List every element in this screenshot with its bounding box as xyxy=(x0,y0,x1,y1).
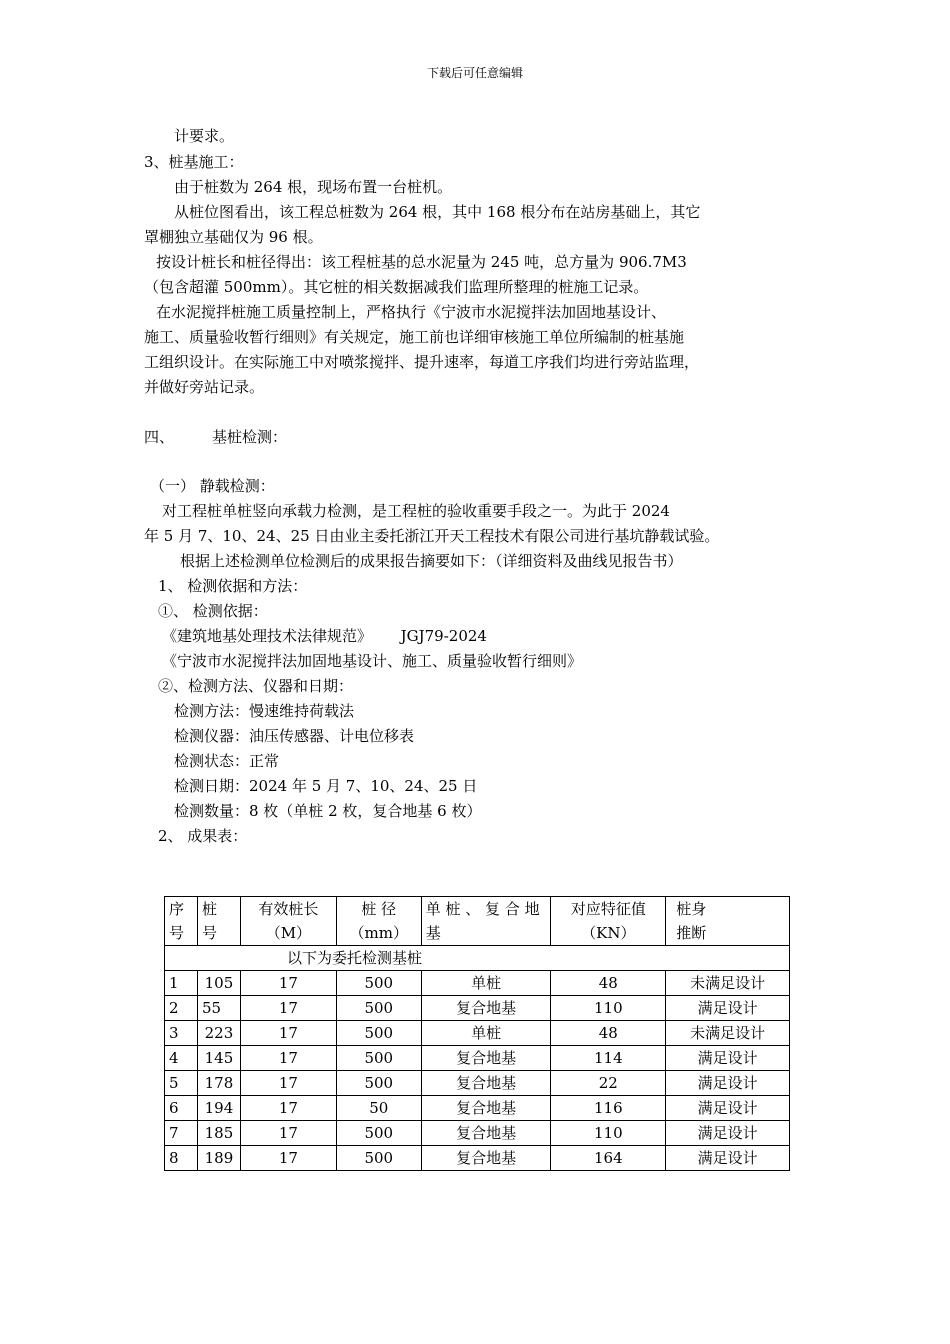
table-cell: 110 xyxy=(551,1121,666,1146)
table-cell: 复合地基 xyxy=(421,1121,551,1146)
subsection-heading: （一） 静载检测： xyxy=(150,477,275,495)
table-cell: 500 xyxy=(336,1021,421,1046)
text-line: 检测状态：正常 xyxy=(174,752,280,770)
table-row xyxy=(165,1071,790,1096)
table-cell: 复合地基 xyxy=(421,1046,551,1071)
table-cell: 22 xyxy=(551,1071,666,1096)
table-cell: 6 xyxy=(165,1096,198,1121)
table-cell: 500 xyxy=(336,996,421,1021)
table-cell: 110 xyxy=(551,996,666,1021)
table-cell: 116 xyxy=(551,1096,666,1121)
table-cell: 单桩 xyxy=(421,1021,551,1046)
text-line: 检测方法：慢速维持荷载法 xyxy=(174,702,355,720)
table-cell: 满足设计 xyxy=(666,1071,790,1096)
table-cell: 17 xyxy=(240,1121,336,1146)
list-heading: 1、 检测依据和方法： xyxy=(158,577,308,595)
header-cell: 单 桩 、 复 合 地 基 xyxy=(421,897,551,946)
table-cell: 复合地基 xyxy=(421,996,551,1021)
section-heading: 3、桩基施工： xyxy=(144,153,244,171)
table-cell: 500 xyxy=(336,1146,421,1171)
text-line: 罩棚独立基础仅为 96 根。 xyxy=(144,228,323,246)
table-cell: 178 xyxy=(197,1071,240,1096)
header-cell: 桩 径 （mm） xyxy=(336,897,421,946)
text-line: 年 5 月 7、10、24、25 日由业主委托浙江开天工程技术有限公司进行基坑静载试验。 xyxy=(144,527,720,545)
text-line: 检测仪器：油压传感器、计电位移表 xyxy=(174,727,415,745)
table-cell: 105 xyxy=(197,971,240,996)
table-header-row xyxy=(165,897,790,946)
table-cell: 复合地基 xyxy=(421,1071,551,1096)
text-line: （包含超灌 500mm）。其它桩的相关数据减我们监理所整理的桩施工记录。 xyxy=(144,278,649,296)
header-cell: 序 号 xyxy=(165,897,198,946)
table-cell: 48 xyxy=(551,1021,666,1046)
text-line: 工组织设计。在实际施工中对喷浆搅拌、提升速率，每道工序我们均进行旁站监理， xyxy=(144,353,700,371)
list-heading: ①、 检测依据： xyxy=(158,602,268,620)
table-cell: 满足设计 xyxy=(666,1046,790,1071)
table-cell: 500 xyxy=(336,1071,421,1096)
text-line: 检测数量：8 枚（单桩 2 枚，复合地基 6 枚） xyxy=(174,802,482,820)
text-line: 按设计桩长和桩径得出：该工程桩基的总水泥量为 245 吨，总方量为 906.7M3 xyxy=(156,253,687,271)
table-cell: 17 xyxy=(240,996,336,1021)
table-cell: 17 xyxy=(240,1146,336,1171)
table-cell: 复合地基 xyxy=(421,1146,551,1171)
table-cell: 223 xyxy=(197,1021,240,1046)
table-cell: 55 xyxy=(197,996,240,1021)
table-row xyxy=(165,1146,790,1171)
table-cell: 17 xyxy=(240,1046,336,1071)
reference-line: 《宁波市水泥搅拌法加固地基设计、施工、质量验收暂行细则》 xyxy=(162,652,583,670)
table-cell: 164 xyxy=(551,1146,666,1171)
table-row xyxy=(165,971,790,996)
table-cell: 复合地基 xyxy=(421,1096,551,1121)
table-cell: 500 xyxy=(336,1121,421,1146)
table-cell: 194 xyxy=(197,1096,240,1121)
text-line: 由于桩数为 264 根，现场布置一台桩机。 xyxy=(174,178,453,196)
table-cell: 满足设计 xyxy=(666,996,790,1021)
table-cell: 7 xyxy=(165,1121,198,1146)
table-cell: 2 xyxy=(165,996,198,1021)
table-cell: 189 xyxy=(197,1146,240,1171)
table-cell: 3 xyxy=(165,1021,198,1046)
table-cell: 500 xyxy=(336,1046,421,1071)
section-label: 以下为委托检测基桩 xyxy=(165,946,790,971)
table-row xyxy=(165,996,790,1021)
reference-line: 《建筑地基处理技术法律规范》 JGJ79-2024 xyxy=(162,627,487,645)
text-line: 在水泥搅拌桩施工质量控制上，严格执行《宁波市水泥搅拌法加固地基设计、 xyxy=(156,303,667,321)
table-cell: 满足设计 xyxy=(666,1146,790,1171)
list-heading: 2、 成果表： xyxy=(158,827,248,845)
table-cell: 17 xyxy=(240,1096,336,1121)
page-header: 下载后可任意编辑 xyxy=(426,66,523,80)
table-cell: 5 xyxy=(165,1071,198,1096)
header-cell: 有效桩长 （M） xyxy=(240,897,336,946)
table-cell: 114 xyxy=(551,1046,666,1071)
header-cell: 对应特征值 （KN） xyxy=(551,897,666,946)
text-line: 从桩位图看出，该工程总桩数为 264 根，其中 168 根分布在站房基础上，其它 xyxy=(174,203,701,221)
table-cell: 145 xyxy=(197,1046,240,1071)
header-cell: 桩 号 xyxy=(197,897,240,946)
table-cell: 50 xyxy=(336,1096,421,1121)
table-cell: 17 xyxy=(240,1021,336,1046)
results-table xyxy=(164,896,790,1171)
header-cell: 桩身 推断 xyxy=(666,897,790,946)
table-cell: 8 xyxy=(165,1146,198,1171)
table-cell: 185 xyxy=(197,1121,240,1146)
text-line: 对工程桩单桩竖向承载力检测，是工程桩的验收重要手段之一。为此于 2024 xyxy=(162,502,670,520)
table-row xyxy=(165,1096,790,1121)
text-line: 施工、质量验收暂行细则》有关规定，施工前也详细审核施工单位所编制的桩基施 xyxy=(144,328,685,346)
chapter-number: 四、 xyxy=(144,428,175,446)
text-line: 计要求。 xyxy=(174,127,235,145)
table-row xyxy=(165,1046,790,1071)
text-line: 并做好旁站记录。 xyxy=(144,378,265,396)
table-cell: 500 xyxy=(336,971,421,996)
table-row xyxy=(165,1121,790,1146)
table-cell: 满足设计 xyxy=(666,1121,790,1146)
table-cell: 17 xyxy=(240,1071,336,1096)
table-cell: 17 xyxy=(240,971,336,996)
table-cell: 单桩 xyxy=(421,971,551,996)
table-cell: 满足设计 xyxy=(666,1096,790,1121)
text-line: 根据上述检测单位检测后的成果报告摘要如下：（详细资料及曲线见报告书） xyxy=(180,552,683,570)
table-cell: 未满足设计 xyxy=(666,1021,790,1046)
table-cell: 1 xyxy=(165,971,198,996)
list-heading: ②、检测方法、仪器和日期： xyxy=(158,677,354,695)
table-cell: 48 xyxy=(551,971,666,996)
table-cell: 未满足设计 xyxy=(666,971,790,996)
table-cell: 4 xyxy=(165,1046,198,1071)
table-section-row xyxy=(165,946,790,971)
table-row xyxy=(165,1021,790,1046)
text-line: 检测日期：2024 年 5 月 7、10、24、25 日 xyxy=(174,777,478,795)
chapter-title: 基桩检测： xyxy=(212,428,288,446)
